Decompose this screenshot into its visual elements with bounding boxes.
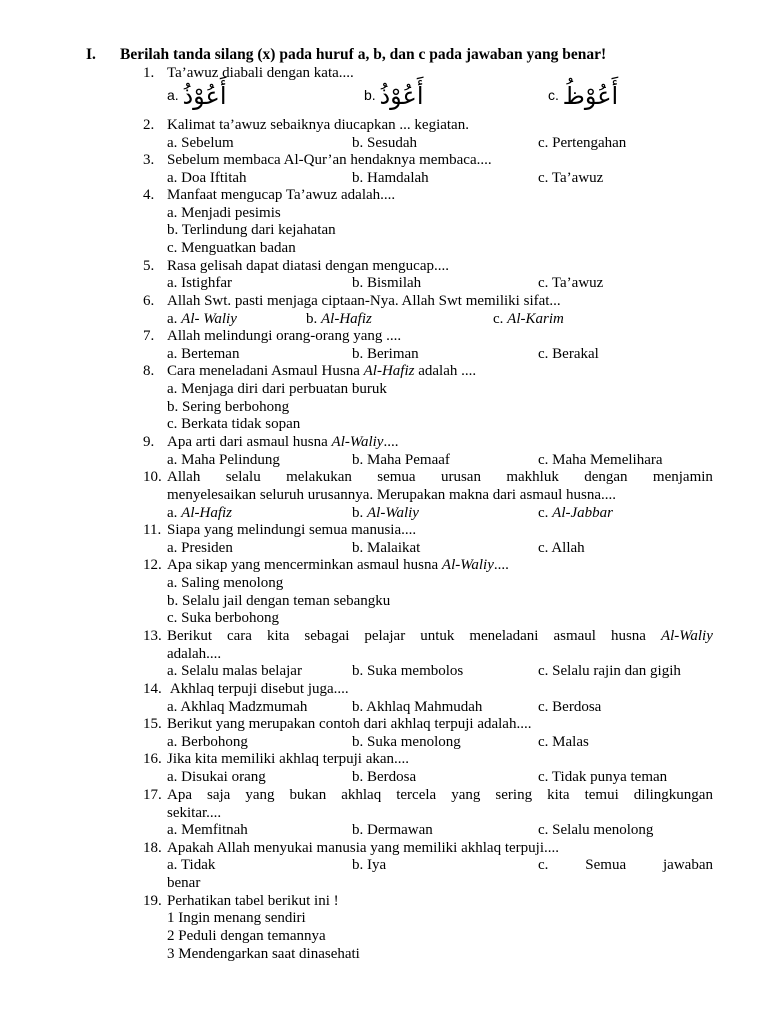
q8-option-b: b. Sering berbohong (167, 399, 290, 415)
q6-option-c: c. Al-Karim (493, 311, 564, 327)
q12-option-a: a. Saling menolong (167, 575, 284, 591)
q13-option-a: a. Selalu malas belajar (167, 663, 302, 679)
question-14: 14. Akhlaq terpuji disebut juga.... (143, 681, 349, 697)
q9-option-c: c. Maha Memelihara (538, 452, 663, 468)
q2-option-c: c. Pertengahan (538, 135, 627, 151)
q16-option-c: c. Tidak punya teman (538, 769, 668, 785)
question-16: 16. Jika kita memiliki akhlaq terpuji akan.... (143, 751, 410, 767)
q17-option-c: c. Selalu menolong (538, 822, 654, 838)
q4-option-a: a. Menjadi pesimis (167, 205, 281, 221)
q7-option-b: b. Beriman (352, 346, 419, 362)
q15-option-c: c. Malas (538, 734, 589, 750)
question-11: 11. Siapa yang melindungi semua manusia.... (143, 522, 417, 538)
q6-option-b: b. Al-Hafiz (306, 311, 372, 327)
q15-option-b: b. Suka menolong (352, 734, 461, 750)
q3-option-a: a. Doa Iftitah (167, 170, 247, 186)
q15-option-a: a. Berbohong (167, 734, 248, 750)
q17-option-b: b. Dermawan (352, 822, 433, 838)
q4-option-c: c. Menguatkan badan (167, 240, 296, 256)
question-10: Allah selalu melakukan semua urusan makhluk dengan menjamin (167, 469, 713, 485)
q14-option-c: c. Berdosa (538, 699, 602, 715)
q11-option-c: c. Allah (538, 540, 585, 556)
q10-option-c: c. Al-Jabbar (538, 505, 613, 521)
q10-option-a: a. Al-Hafiz (167, 505, 233, 521)
question-9: 9. Apa arti dari asmaul husna Al-Waliy.... (143, 434, 399, 450)
question-3: 3. Sebelum membaca Al-Qur’an hendaknya membaca.... (143, 152, 492, 168)
q2-option-a: a. Sebelum (167, 135, 234, 151)
q1-option-a: a. أَعُوْذُ (167, 82, 227, 110)
q3-option-b: b. Hamdalah (352, 170, 429, 186)
section-header (86, 46, 606, 64)
q2-option-b: b. Sesudah (352, 135, 417, 151)
q17-option-a: a. Memfitnah (167, 822, 248, 838)
q16-option-a: a. Disukai orang (167, 769, 266, 785)
q8-option-c: c. Berkata tidak sopan (167, 416, 301, 432)
q6-option-a: a. Al- Waliy (167, 311, 237, 327)
q19-item-3: 3 Mendengarkan saat dinasehati (167, 946, 360, 962)
q18-option-c: c. Semua jawaban (538, 857, 713, 873)
q5-option-b: b. Bismilah (352, 275, 422, 291)
q5-option-a: a. Istighfar (167, 275, 232, 291)
q3-option-c: c. Ta’awuz (538, 170, 604, 186)
q14-option-b: b. Akhlaq Mahmudah (352, 699, 483, 715)
q12-option-c: c. Suka berbohong (167, 610, 280, 626)
question-6: 6. Allah Swt. pasti menjaga ciptaan-Nya. Allah Swt memiliki sifat... (143, 293, 561, 309)
q5-option-c: c. Ta’awuz (538, 275, 604, 291)
question-19: 19. Perhatikan tabel berikut ini ! (143, 893, 339, 909)
q1-option-b: b. أَعُوْذُ (364, 82, 424, 110)
q9-option-a: a. Maha Pelindung (167, 452, 280, 468)
q13-option-b: b. Suka membolos (352, 663, 464, 679)
q7-option-c: c. Berakal (538, 346, 599, 362)
q8-option-a: a. Menjaga diri dari perbuatan buruk (167, 381, 387, 397)
question-18: 18. Apakah Allah menyukai manusia yang memiliki akhlaq terpuji.... (143, 840, 559, 856)
q11-option-b: b. Malaikat (352, 540, 421, 556)
question-17: Apa saja yang bukan akhlaq tercela yang sering kita temui dilingkungan (167, 787, 713, 803)
q13-option-c: c. Selalu rajin dan gigih (538, 663, 681, 679)
section-number: I. (86, 46, 96, 63)
question-5: 5. Rasa gelisah dapat diatasi dengan mengucap.... (143, 258, 449, 274)
q9-option-b: b. Maha Pemaaf (352, 452, 450, 468)
question-17-line-2: sekitar.... (167, 805, 222, 821)
q11-option-a: a. Presiden (167, 540, 233, 556)
q18-option-b: b. Iya (352, 857, 387, 873)
question-4: 4. Manfaat mengucap Ta’awuz adalah.... (143, 187, 396, 203)
q4-option-b: b. Terlindung dari kejahatan (167, 222, 336, 238)
question-10-line-2: menyelesaikan seluruh urusannya. Merupakan makna dari asmaul husna.... (167, 487, 617, 503)
question-12: 12. Apa sikap yang mencerminkan asmaul husna Al-Waliy.... (143, 557, 509, 573)
question-15: 15. Berikut yang merupakan contoh dari akhlaq terpuji adalah.... (143, 716, 532, 732)
q14-option-a: a. Akhlaq Madzmumah (167, 699, 308, 715)
q1-option-c: c. أَعُوْظُ (548, 82, 619, 110)
question-8: 8. Cara meneladani Asmaul Husna Al-Hafiz adalah .... (143, 363, 477, 379)
question-10-num: 10. (143, 469, 162, 485)
question-1: 1. Ta’awuz diabali dengan kata.... (143, 65, 354, 81)
question-17-num: 17. (143, 787, 162, 803)
question-2: 2. Kalimat ta’awuz sebaiknya diucapkan ... kegiatan. (143, 117, 469, 133)
q16-option-b: b. Berdosa (352, 769, 417, 785)
section-instruction: Berilah tanda silang (x) pada huruf a, b, dan c pada jawaban yang benar! (120, 46, 607, 63)
q10-option-b: b. Al-Waliy (352, 505, 419, 521)
q18-option-c-line-2: benar (167, 875, 201, 891)
question-7: 7. Allah melindungi orang-orang yang .... (143, 328, 402, 344)
q19-item-1: 1 Ingin menang sendiri (167, 910, 306, 926)
question-13: Berikut cara kita sebagai pelajar untuk meneladani asmaul husna Al-Waliy (167, 628, 713, 644)
q12-option-b: b. Selalu jail dengan teman sebangku (167, 593, 391, 609)
question-13-line-2: adalah.... (167, 646, 222, 662)
q19-item-2: 2 Peduli dengan temannya (167, 928, 326, 944)
question-13-num: 13. (143, 628, 162, 644)
q7-option-a: a. Berteman (167, 346, 240, 362)
q18-option-a: a. Tidak (167, 857, 216, 873)
